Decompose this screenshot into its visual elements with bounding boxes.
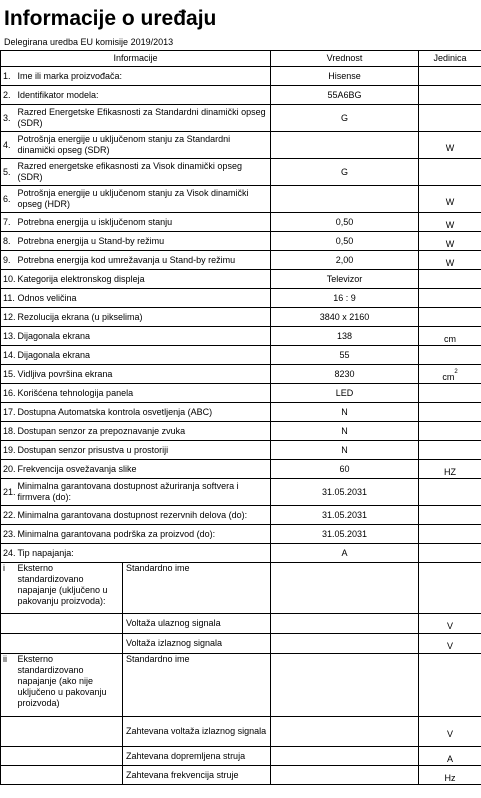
power-item-unit — [419, 766, 481, 785]
power-empty — [1, 717, 123, 747]
row-value: G — [271, 105, 419, 132]
row-unit-text: cm — [442, 371, 455, 382]
row-value: 8230 — [271, 365, 419, 384]
row-label: Dostupna Automatska kontrola osvetljenja (ABC) — [17, 403, 271, 422]
row-value: G — [271, 159, 419, 186]
row-unit-text: HZ — [444, 466, 457, 477]
row-value: 31.05.2031 — [271, 479, 419, 506]
row-number: 16. — [1, 384, 17, 403]
row-number: 22. — [1, 506, 17, 525]
row-unit-text: W — [445, 219, 455, 230]
power-item-value — [271, 766, 419, 785]
table-row — [1, 132, 481, 159]
row-label: Minimalna garantovana dostupnost rezervnih delova (do): — [17, 506, 271, 525]
table-row — [1, 186, 481, 213]
table-row — [1, 525, 481, 544]
power-number: i — [1, 563, 17, 614]
table-row — [1, 479, 481, 506]
table-row — [1, 365, 481, 384]
power-empty — [1, 766, 123, 785]
table-row — [1, 289, 481, 308]
row-label: Minimalna garantovana podrška za proizvod (do): — [17, 525, 271, 544]
table-row — [1, 403, 481, 422]
power-item-label: Zahtevana frekvencija struje — [123, 766, 271, 785]
power-item-value — [271, 654, 419, 717]
row-number: 1. — [1, 67, 17, 86]
row-number: 8. — [1, 232, 17, 251]
row-unit — [419, 525, 481, 544]
power-item-label: Zahtevana voltaža izlaznog signala — [123, 717, 271, 747]
power-number: ii — [1, 654, 17, 717]
power-unit-text: V — [447, 641, 454, 651]
row-unit-text: cm — [444, 333, 457, 344]
row-label: Potrebna energija u isključenom stanju — [17, 213, 271, 232]
row-unit — [419, 213, 481, 232]
row-label: Dijagonala ekrana — [17, 346, 271, 365]
row-unit — [419, 159, 481, 186]
table-row — [1, 270, 481, 289]
table-row — [1, 422, 481, 441]
row-unit — [419, 441, 481, 460]
power-description: Eksterno standardizovano napajanje (ako nije uključeno u pakovanju proizvoda) — [17, 654, 123, 717]
power-item-unit — [419, 717, 481, 747]
row-value: 31.05.2031 — [271, 525, 419, 544]
row-number: 14. — [1, 346, 17, 365]
row-unit-text: W — [445, 196, 455, 207]
power-item-unit — [419, 747, 481, 766]
row-value: 3840 x 2160 — [271, 308, 419, 327]
row-unit — [419, 327, 481, 346]
row-label: Odnos veličina — [17, 289, 271, 308]
row-number: 5. — [1, 159, 17, 186]
header-unit: Jedinica — [419, 51, 481, 67]
row-value: 2,00 — [271, 251, 419, 270]
power-item-label: Zahtevana dopremljena struja — [123, 747, 271, 766]
power-row — [1, 654, 481, 717]
row-unit — [419, 479, 481, 506]
row-label: Minimalna garantovana dostupnost ažuriranja softvera i firmvera (do): — [17, 479, 271, 506]
power-item-unit — [419, 563, 481, 614]
table-row — [1, 86, 481, 105]
power-item-unit — [419, 654, 481, 717]
row-number: 12. — [1, 308, 17, 327]
power-unit-text: A — [447, 753, 454, 764]
row-value: 55 — [271, 346, 419, 365]
row-label: Identifikator modela: — [17, 86, 271, 105]
table-row — [1, 384, 481, 403]
row-number: 4. — [1, 132, 17, 159]
table-row — [1, 67, 481, 86]
row-number: 21. — [1, 479, 17, 506]
power-unit-text: Hz — [444, 772, 456, 783]
power-unit-text: V — [447, 621, 454, 631]
row-number: 17. — [1, 403, 17, 422]
power-unit-text: V — [447, 729, 454, 739]
row-value: N — [271, 403, 419, 422]
power-item-value — [271, 747, 419, 766]
row-number: 23. — [1, 525, 17, 544]
row-value: LED — [271, 384, 419, 403]
row-unit-text: W — [445, 257, 455, 268]
row-value: N — [271, 441, 419, 460]
power-item-label: Voltaža izlaznog signala — [123, 634, 271, 654]
row-label: Potrebna energija u Stand-by režimu — [17, 232, 271, 251]
row-unit — [419, 365, 481, 384]
power-item-unit — [419, 614, 481, 634]
table-row — [1, 159, 481, 186]
row-label: Frekvencija osvežavanja slike — [17, 460, 271, 479]
table-row — [1, 105, 481, 132]
regulation-subtitle: Delegirana uredba EU komisije 2019/2013 — [4, 37, 174, 47]
row-label: Potrebna energija kod umrežavanja u Stand-by režimu — [17, 251, 271, 270]
row-unit — [419, 132, 481, 159]
row-value — [271, 186, 419, 213]
power-row — [1, 614, 481, 634]
table-row — [1, 232, 481, 251]
row-number: 18. — [1, 422, 17, 441]
row-unit-text: W — [445, 142, 455, 153]
power-item-label: Standardno ime — [123, 563, 271, 614]
row-value: 0,50 — [271, 213, 419, 232]
row-value: N — [271, 422, 419, 441]
row-unit-text: W — [445, 238, 455, 249]
row-label: Ime ili marka proizvođača: — [17, 67, 271, 86]
row-number: 6. — [1, 186, 17, 213]
table-row — [1, 460, 481, 479]
row-unit — [419, 544, 481, 563]
row-label: Kategorija elektronskog displeja — [17, 270, 271, 289]
power-empty — [1, 747, 123, 766]
row-value: 55A6BG — [271, 86, 419, 105]
table-row — [1, 544, 481, 563]
row-number: 11. — [1, 289, 17, 308]
row-label: Potrošnja energije u uključenom stanju za Standardni dinamički opseg (SDR) — [17, 132, 271, 159]
row-value: 138 — [271, 327, 419, 346]
table-row — [1, 506, 481, 525]
row-number: 9. — [1, 251, 17, 270]
header-info: Informacije — [1, 51, 271, 67]
row-number: 20. — [1, 460, 17, 479]
row-unit-superscript: 2 — [454, 368, 458, 375]
row-unit — [419, 105, 481, 132]
row-value: 0,50 — [271, 232, 419, 251]
row-number: 10. — [1, 270, 17, 289]
row-label: Potrošnja energije u uključenom stanju za Visok dinamički opseg (HDR) — [17, 186, 271, 213]
row-number: 15. — [1, 365, 17, 384]
row-value — [271, 132, 419, 159]
power-item-label: Standardno ime — [123, 654, 271, 717]
row-number: 2. — [1, 86, 17, 105]
row-number: 19. — [1, 441, 17, 460]
power-row — [1, 634, 481, 654]
table-row — [1, 327, 481, 346]
row-number: 13. — [1, 327, 17, 346]
row-unit — [419, 308, 481, 327]
power-item-value — [271, 717, 419, 747]
row-unit — [419, 67, 481, 86]
table-row — [1, 308, 481, 327]
header-value: Vrednost — [271, 51, 419, 67]
row-value: 31.05.2031 — [271, 506, 419, 525]
power-row — [1, 747, 481, 766]
table-row — [1, 213, 481, 232]
table-row — [1, 441, 481, 460]
row-label: Dijagonala ekrana — [17, 327, 271, 346]
row-unit — [419, 186, 481, 213]
row-value: 16 : 9 — [271, 289, 419, 308]
row-number: 3. — [1, 105, 17, 132]
power-row — [1, 563, 481, 614]
row-unit — [419, 289, 481, 308]
row-unit — [419, 422, 481, 441]
row-label: Razred Energetske Efikasnosti za Standardni dinamički opseg (SDR) — [17, 105, 271, 132]
power-description: Eksterno standardizovano napajanje (uključeno u pakovanju proizvoda): — [17, 563, 123, 614]
row-unit — [419, 270, 481, 289]
row-value: A — [271, 544, 419, 563]
row-unit — [419, 86, 481, 105]
row-unit — [419, 346, 481, 365]
power-item-value — [271, 634, 419, 654]
row-number: 24. — [1, 544, 17, 563]
table-row — [1, 346, 481, 365]
row-label: Dostupan senzor za prepoznavanje zvuka — [17, 422, 271, 441]
row-unit — [419, 506, 481, 525]
table-row — [1, 251, 481, 270]
row-unit — [419, 232, 481, 251]
power-empty — [1, 634, 123, 654]
row-label: Dostupan senzor prisustva u prostoriji — [17, 441, 271, 460]
header-row — [1, 51, 481, 67]
row-label: Tip napajanja: — [17, 544, 271, 563]
row-unit — [419, 460, 481, 479]
power-item-label: Voltaža ulaznog signala — [123, 614, 271, 634]
row-label: Vidljiva površina ekrana — [17, 365, 271, 384]
power-item-value — [271, 614, 419, 634]
row-number: 7. — [1, 213, 17, 232]
page-title: Informacije o uređaju — [4, 7, 217, 30]
row-unit — [419, 251, 481, 270]
power-item-unit — [419, 634, 481, 654]
row-value: Televizor — [271, 270, 419, 289]
power-row — [1, 717, 481, 747]
power-empty — [1, 614, 123, 634]
row-value: 60 — [271, 460, 419, 479]
row-unit — [419, 403, 481, 422]
power-row — [1, 766, 481, 785]
row-unit — [419, 384, 481, 403]
row-label: Razred energetske efikasnosti za Visok dinamički opseg (SDR) — [17, 159, 271, 186]
row-label: Korišćena tehnologija panela — [17, 384, 271, 403]
row-label: Rezolucija ekrana (u pikselima) — [17, 308, 271, 327]
power-item-value — [271, 563, 419, 614]
info-table — [0, 50, 481, 785]
row-value: Hisense — [271, 67, 419, 86]
